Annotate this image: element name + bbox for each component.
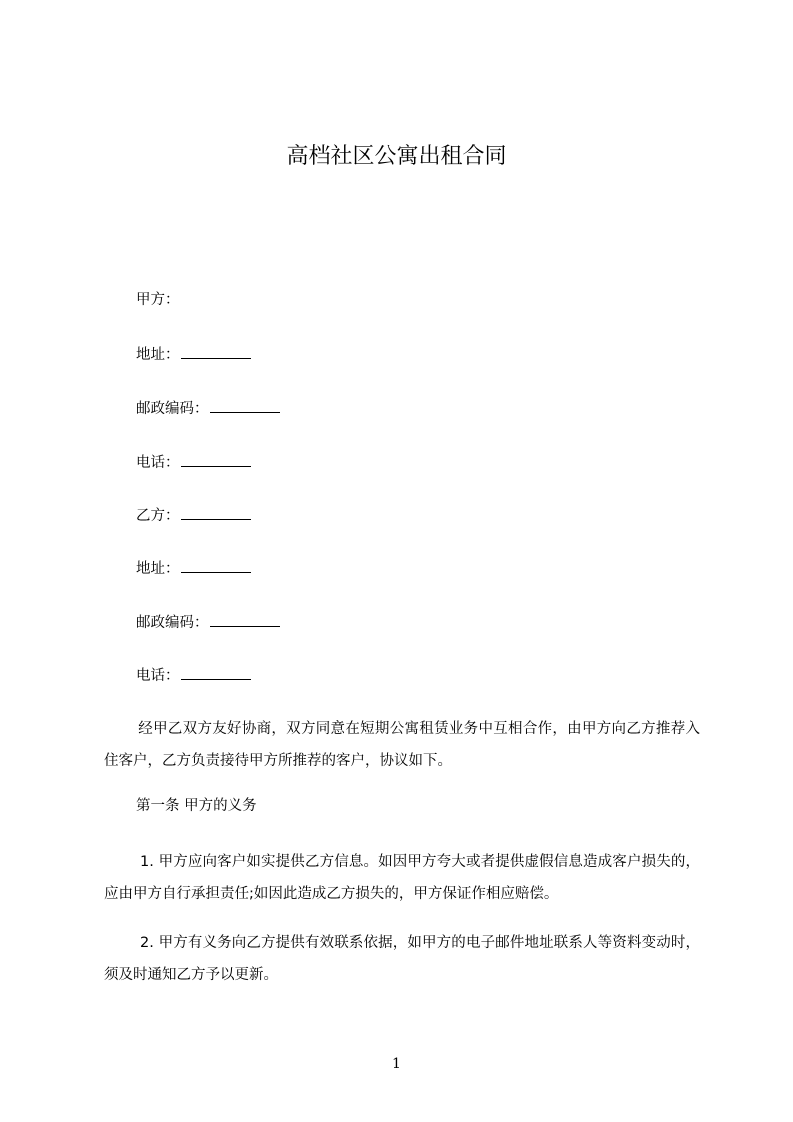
party-a-address-line [136,343,251,366]
article1-heading: 第一条 甲方的义务 [136,798,257,814]
party-b-address-label: 地址： [136,561,180,577]
article1-item-2-text: 2. 甲方有义务向乙方提供有效联系依据，如甲方的电子邮件地址联系人等资料变动时，须及时通知乙方予以更新。 [104,935,700,983]
party-b-postcode-blank [210,611,280,627]
party-b-blank [181,504,251,520]
party-a-label: 甲方： [136,292,180,308]
party-a-address-blank [181,343,251,359]
article1-item-1 [104,846,700,910]
party-a-postcode-blank [210,397,280,413]
party-a-postcode-line [136,397,280,420]
intro-text: 经甲乙双方友好协商，双方同意在短期公寓租赁业务中互相合作，由甲方向乙方推荐入住客户，乙方负责接待甲方所推荐的客户，协议如下。 [104,721,700,769]
party-b-address-blank [181,557,251,573]
party-b-phone-blank [181,664,251,680]
document-title: 高档社区公寓出租合同 [286,144,507,169]
party-b-postcode-line [136,611,280,634]
article1-item-1-text: 1. 甲方应向客户如实提供乙方信息。如因甲方夸大或者提供虚假信息造成客户损失的，应由甲方自行承担责任;如因此造成乙方损失的，甲方保证作相应赔偿。 [104,854,700,902]
party-b-label: 乙方： [136,508,180,524]
party-a-line [136,289,180,311]
page-number: 1 [392,1056,401,1072]
party-a-phone-line [136,451,251,474]
party-a-address-label: 地址： [136,347,180,363]
party-a-postcode-label: 邮政编码： [136,401,209,417]
intro-paragraph [104,713,700,777]
article1-item-2 [104,927,700,991]
party-b-phone-line [136,664,251,687]
party-a-phone-blank [181,451,251,467]
party-b-line [136,504,251,527]
party-a-phone-label: 电话： [136,455,180,471]
party-b-phone-label: 电话： [136,668,180,684]
party-b-address-line [136,557,251,580]
party-b-postcode-label: 邮政编码： [136,615,209,631]
